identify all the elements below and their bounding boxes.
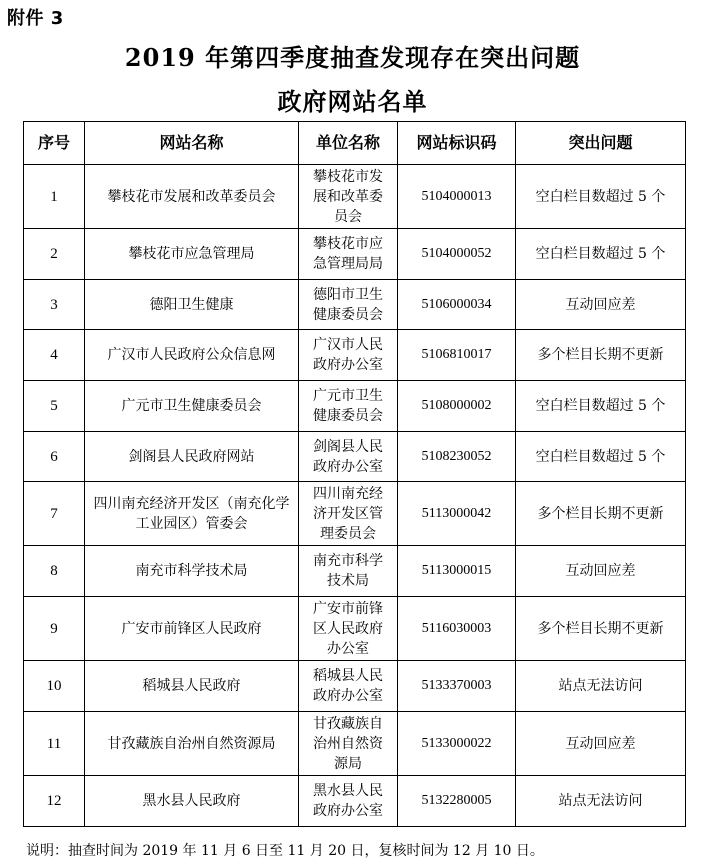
row-issue: 互动回应差 [516, 280, 686, 330]
row-website-name: 广安市前锋区人民政府 [85, 597, 299, 661]
row-website-code: 5132280005 [398, 776, 516, 827]
row-issue: 空白栏目数超过 5 个 [516, 381, 686, 432]
table-row [24, 280, 686, 330]
row-unit-name: 德阳市卫生健康委员会 [299, 280, 398, 330]
document-title-line-1: 2019 年第四季度抽查发现存在突出问题 [124, 43, 581, 72]
row-serial-number: 9 [24, 597, 85, 661]
row-serial-number: 1 [24, 165, 85, 229]
row-issue: 多个栏目长期不更新 [516, 482, 686, 546]
header-issue: 突出问题 [516, 122, 686, 165]
table-row [24, 482, 686, 546]
row-website-name: 黑水县人民政府 [85, 776, 299, 827]
row-website-code: 5108000002 [398, 381, 516, 432]
row-serial-number: 10 [24, 661, 85, 712]
row-issue: 空白栏目数超过 5 个 [516, 229, 686, 280]
row-website-code: 5113000015 [398, 546, 516, 597]
table-header-row [24, 122, 686, 165]
row-website-code: 5113000042 [398, 482, 516, 546]
row-serial-number: 8 [24, 546, 85, 597]
row-website-name: 剑阁县人民政府网站 [85, 432, 299, 482]
row-serial-number: 12 [24, 776, 85, 827]
table-row [24, 229, 686, 280]
row-website-name: 广元市卫生健康委员会 [85, 381, 299, 432]
table-row [24, 330, 686, 381]
row-issue: 多个栏目长期不更新 [516, 330, 686, 381]
row-issue: 站点无法访问 [516, 776, 686, 827]
row-website-code: 5133370003 [398, 661, 516, 712]
row-website-code: 5104000052 [398, 229, 516, 280]
website-list-table [23, 121, 686, 827]
table-row [24, 712, 686, 776]
table-row [24, 776, 686, 827]
row-website-name: 广汉市人民政府公众信息网 [85, 330, 299, 381]
row-serial-number: 6 [24, 432, 85, 482]
header-website-name: 网站名称 [85, 122, 299, 165]
document-title-line-2: 政府网站名单 [277, 87, 428, 116]
row-serial-number: 2 [24, 229, 85, 280]
row-serial-number: 7 [24, 482, 85, 546]
row-issue: 互动回应差 [516, 546, 686, 597]
row-website-name: 南充市科学技术局 [85, 546, 299, 597]
row-unit-name: 攀枝花市应急管理局局 [299, 229, 398, 280]
row-website-name: 稻城县人民政府 [85, 661, 299, 712]
row-website-name: 攀枝花市发展和改革委员会 [85, 165, 299, 229]
row-issue: 互动回应差 [516, 712, 686, 776]
row-issue: 多个栏目长期不更新 [516, 597, 686, 661]
row-unit-name: 稻城县人民政府办公室 [299, 661, 398, 712]
header-unit-name: 单位名称 [299, 122, 398, 165]
table-row [24, 597, 686, 661]
row-website-code: 5116030003 [398, 597, 516, 661]
table-row [24, 661, 686, 712]
row-website-name: 四川南充经济开发区（南充化学工业园区）管委会 [85, 482, 299, 546]
row-unit-name: 黑水县人民政府办公室 [299, 776, 398, 827]
row-serial-number: 11 [24, 712, 85, 776]
row-unit-name: 广汉市人民政府办公室 [299, 330, 398, 381]
table-row [24, 432, 686, 482]
row-serial-number: 4 [24, 330, 85, 381]
row-website-code: 5104000013 [398, 165, 516, 229]
header-website-code: 网站标识码 [398, 122, 516, 165]
footnote: 说明：抽查时间为 2019 年 11 月 6 日至 11 月 20 日，复核时间为 12 月 10 日。 [26, 843, 544, 859]
row-unit-name: 攀枝花市发展和改革委员会 [299, 165, 398, 229]
row-website-code: 5106810017 [398, 330, 516, 381]
row-website-name: 德阳卫生健康 [85, 280, 299, 330]
attachment-label: 附件 3 [7, 8, 64, 29]
row-website-code: 5108230052 [398, 432, 516, 482]
row-serial-number: 5 [24, 381, 85, 432]
row-website-name: 攀枝花市应急管理局 [85, 229, 299, 280]
header-serial-number: 序号 [24, 122, 85, 165]
row-unit-name: 剑阁县人民政府办公室 [299, 432, 398, 482]
row-unit-name: 南充市科学技术局 [299, 546, 398, 597]
row-website-code: 5133000022 [398, 712, 516, 776]
row-unit-name: 广元市卫生健康委员会 [299, 381, 398, 432]
row-issue: 空白栏目数超过 5 个 [516, 432, 686, 482]
row-issue: 站点无法访问 [516, 661, 686, 712]
row-website-code: 5106000034 [398, 280, 516, 330]
row-website-name: 甘孜藏族自治州自然资源局 [85, 712, 299, 776]
row-unit-name: 甘孜藏族自治州自然资源局 [299, 712, 398, 776]
row-unit-name: 广安市前锋区人民政府办公室 [299, 597, 398, 661]
table-row [24, 165, 686, 229]
row-serial-number: 3 [24, 280, 85, 330]
row-unit-name: 四川南充经济开发区管理委员会 [299, 482, 398, 546]
table-row [24, 546, 686, 597]
row-issue: 空白栏目数超过 5 个 [516, 165, 686, 229]
table-row [24, 381, 686, 432]
